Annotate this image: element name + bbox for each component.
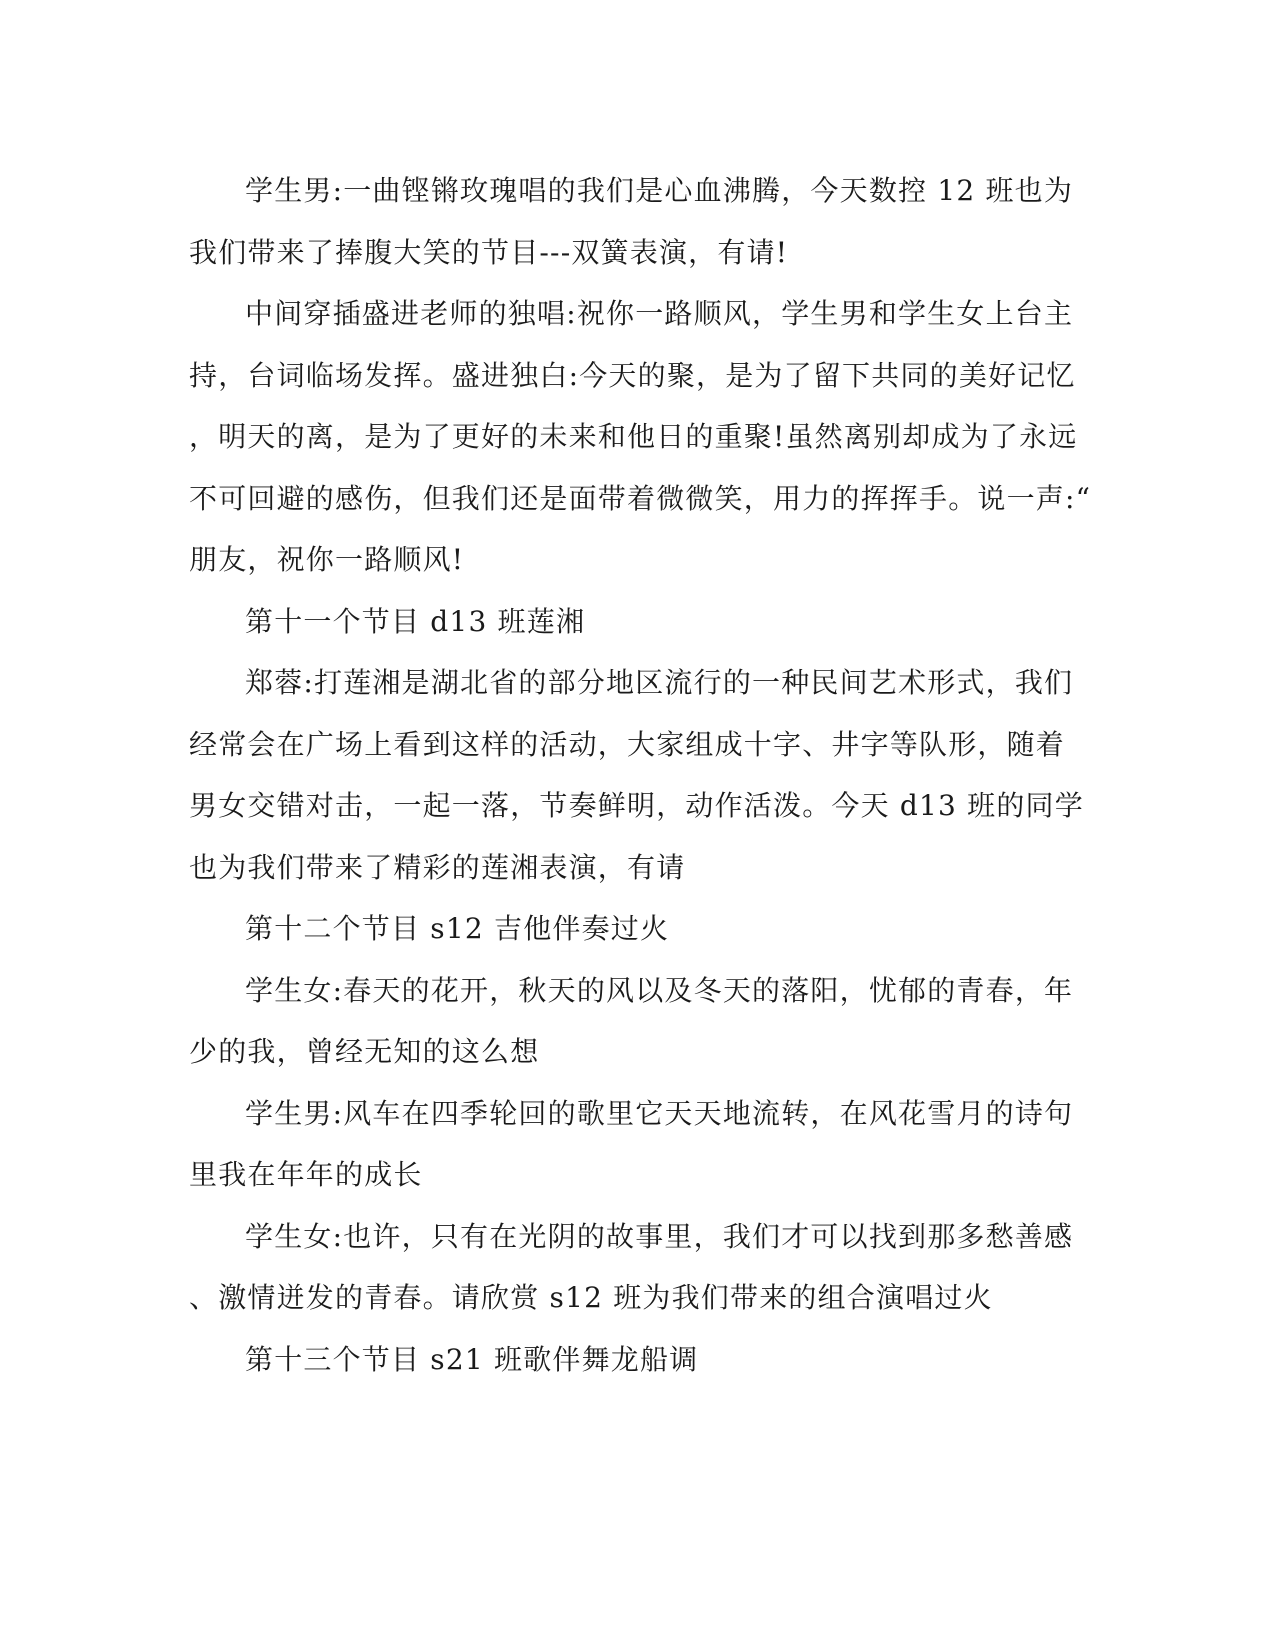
text-line: 、激情迸发的青春。请欣赏 s12 班为我们带来的组合演唱过火	[189, 1281, 993, 1314]
text-line: 学生女:也许，只有在光阴的故事里，我们才可以找到那多愁善感	[245, 1219, 1074, 1253]
text-line: 经常会在广场上看到这样的活动，大家组成十字、井字等队形，随着	[189, 727, 1066, 761]
text-line: 少的我，曾经无知的这么想	[189, 1035, 540, 1068]
text-line: 郑蓉:打莲湘是湖北省的部分地区流行的一种民间艺术形式，我们	[245, 666, 1074, 699]
text-line: 不可回避的感伤，但我们还是面带着微微笑，用力的挥挥手。说一声:“	[189, 481, 1092, 515]
text-line: 朋友，祝你一路顺风!	[189, 543, 465, 576]
paragraph	[189, 283, 1094, 591]
paragraph	[189, 1083, 1094, 1206]
text-line: 学生男:风车在四季轮回的歌里它天天地流转，在风花雪月的诗句	[245, 1096, 1074, 1130]
paragraph	[189, 652, 1094, 898]
text-line: 我们带来了捧腹大笑的节目---双簧表演，有请!	[189, 235, 789, 269]
paragraph	[189, 160, 1094, 283]
text-line: 里我在年年的成长	[189, 1158, 423, 1191]
text-line: 第十二个节目 s12 吉他伴奏过火	[245, 912, 670, 945]
text-line: 学生男:一曲铿锵玫瑰唱的我们是心血沸腾，今天数控 12 班也为	[245, 174, 1074, 207]
text-line: 男女交错对击，一起一落，节奏鲜明，动作活泼。今天 d13 班的同学	[189, 789, 1084, 822]
text-line: 第十一个节目 d13 班莲湘	[245, 604, 586, 638]
text-line: 中间穿插盛进老师的独唱:祝你一路顺风，学生男和学生女上台主	[245, 297, 1074, 330]
text-line: 也为我们带来了精彩的莲湘表演，有请	[189, 850, 686, 884]
paragraph	[189, 960, 1094, 1083]
paragraph	[189, 1206, 1094, 1329]
program-heading	[189, 1329, 1094, 1391]
text-line: 持，台词临场发挥。盛进独白:今天的聚，是为了留下共同的美好记忆	[189, 358, 1076, 392]
text-line: ，明天的离，是为了更好的未来和他日的重聚!虽然离别却成为了永远	[189, 420, 1078, 453]
program-heading	[189, 898, 1094, 960]
text-line: 学生女:春天的花开，秋天的风以及冬天的落阳，忧郁的青春，年	[245, 973, 1074, 1007]
document-body	[189, 160, 1094, 1390]
program-heading	[189, 591, 1094, 653]
text-line: 第十三个节目 s21 班歌伴舞龙船调	[245, 1342, 699, 1376]
